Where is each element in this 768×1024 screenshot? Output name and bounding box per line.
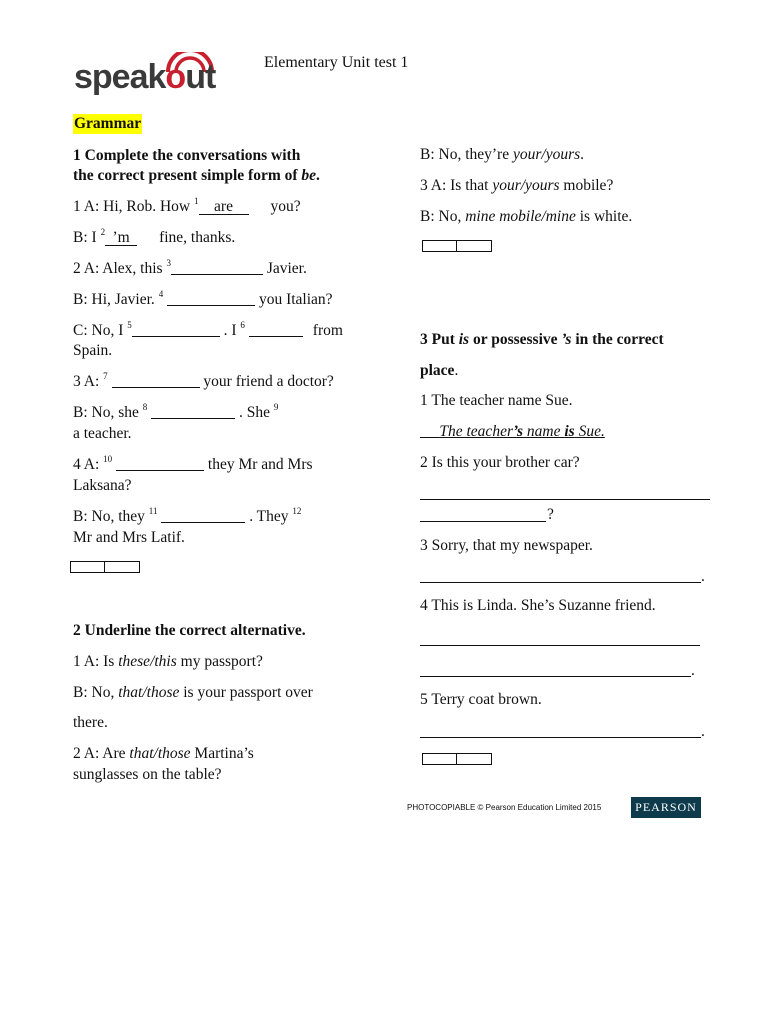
answer-line[interactable]: [420, 521, 546, 522]
ex1-item8: 4 A: $^{10}$ they Mr and Mrs: [73, 454, 313, 473]
ex2-alternatives-4[interactable]: your/yours: [512, 146, 581, 163]
ex1-answer-1: are: [199, 199, 249, 215]
ex3-heading: 3 Put is or possessive ’s in the correct: [420, 331, 664, 348]
score-box-ex2[interactable]: [422, 240, 492, 252]
score-box-ex3[interactable]: [422, 753, 492, 765]
page-title: Elementary Unit test 1: [264, 54, 409, 71]
ex1-item7-cont: a teacher.: [73, 425, 132, 442]
ex3-item2: 2 Is this your brother car?: [420, 454, 580, 471]
logo-text-ut: ut: [185, 58, 216, 96]
answer-line[interactable]: [420, 582, 701, 583]
ex1-item4: B: Hi, Javier. $^4$ you Italian?: [73, 289, 333, 308]
ex2-heading: 2 Underline the correct alternative.: [73, 622, 306, 639]
ex1-answer-2: ’m: [105, 230, 137, 246]
ex3-heading-cont: place.: [420, 362, 459, 379]
pearson-logo-text: PEARSON: [635, 800, 697, 814]
answer-blank[interactable]: [161, 508, 245, 523]
answer-blank[interactable]: [171, 260, 263, 275]
answer-blank[interactable]: [112, 373, 200, 388]
logo-text-o: o: [165, 58, 186, 96]
ex2-item2: 2 A: Are that/those Martina’s: [73, 745, 254, 762]
copyright-notice: PHOTOCOPIABLE © Pearson Education Limited 2015: [407, 803, 602, 812]
ex1-item1: 1 A: Hi, Rob. How $^1$ are you?: [73, 196, 301, 215]
speakout-logo: [74, 50, 239, 98]
answer-blank[interactable]: [132, 322, 220, 337]
ex1-item5-cont: Spain.: [73, 342, 113, 359]
ex1-item3: 2 A: Alex, this $^3$ Javier.: [73, 258, 307, 277]
ex3-item1: 1 The teacher name Sue.: [420, 392, 573, 409]
ex2-alternatives-1[interactable]: these/this: [118, 653, 177, 670]
ex2-item1-reply: B: No, that/those is your passport over: [73, 684, 313, 701]
answer-blank[interactable]: [249, 322, 303, 337]
ex1-item7: B: No, she $^8$ . She $^9$: [73, 402, 279, 421]
ex3-item4: 4 This is Linda. She’s Suzanne friend.: [420, 597, 656, 614]
ex3-item2-end: ?: [547, 506, 554, 523]
logo-text-speak: speak: [74, 58, 166, 96]
ex2-alternatives-3[interactable]: that/those: [129, 745, 191, 762]
answer-blank[interactable]: [151, 404, 235, 419]
answer-line[interactable]: [420, 499, 710, 500]
ex2-alternatives-6[interactable]: mine mobile/mine: [465, 208, 576, 225]
ex1-item9-cont: Mr and Mrs Latif.: [73, 529, 185, 546]
ex2-item2-cont: sunglasses on the table?: [73, 766, 222, 783]
ex3-item5: 5 Terry coat brown.: [420, 691, 542, 708]
ex1-item6: 3 A: $^7$ your friend a doctor?: [73, 371, 334, 390]
ex2-item1-reply-cont: there.: [73, 714, 108, 731]
ex1-item9: B: No, they $^{11}$ . They $^{12}$: [73, 506, 302, 525]
ex3-example-answer: The teacher’s name is Sue.: [439, 423, 605, 440]
answer-line[interactable]: [420, 645, 700, 646]
ex2-item1: 1 A: Is these/this my passport?: [73, 653, 263, 670]
ex2-item3-reply: B: No, mine mobile/mine is white.: [420, 208, 633, 225]
ex1-item8-cont: Laksana?: [73, 477, 132, 494]
ex1-heading-line2: the correct present simple form of be.: [73, 167, 320, 184]
answer-blank[interactable]: [167, 291, 255, 306]
ex2-item2-reply: B: No, they’re your/yours.: [420, 146, 585, 163]
ex2-item3: 3 A: Is that your/yours mobile?: [420, 177, 614, 194]
ex3-item3: 3 Sorry, that my newspaper.: [420, 537, 593, 554]
ex3-item4-end: .: [691, 662, 695, 679]
ex1-heading-line1: 1 Complete the conversations with: [73, 147, 301, 164]
ex2-alternatives-2[interactable]: that/those: [118, 684, 180, 701]
ex3-item3-end: .: [701, 568, 705, 585]
ex1-item2: B: I $^2$ ’m fine, thanks.: [73, 227, 236, 246]
section-label-grammar: Grammar: [74, 115, 142, 132]
answer-line[interactable]: [420, 676, 691, 677]
ex1-item5: C: No, I $^5$ . I $^6$ from: [73, 320, 343, 339]
ex2-alternatives-5[interactable]: your/yours: [492, 177, 560, 194]
ex3-item5-end: .: [701, 723, 705, 740]
answer-blank[interactable]: [116, 456, 204, 471]
answer-line[interactable]: [420, 737, 701, 738]
score-box-ex1[interactable]: [70, 561, 140, 573]
pearson-logo: [631, 797, 701, 818]
